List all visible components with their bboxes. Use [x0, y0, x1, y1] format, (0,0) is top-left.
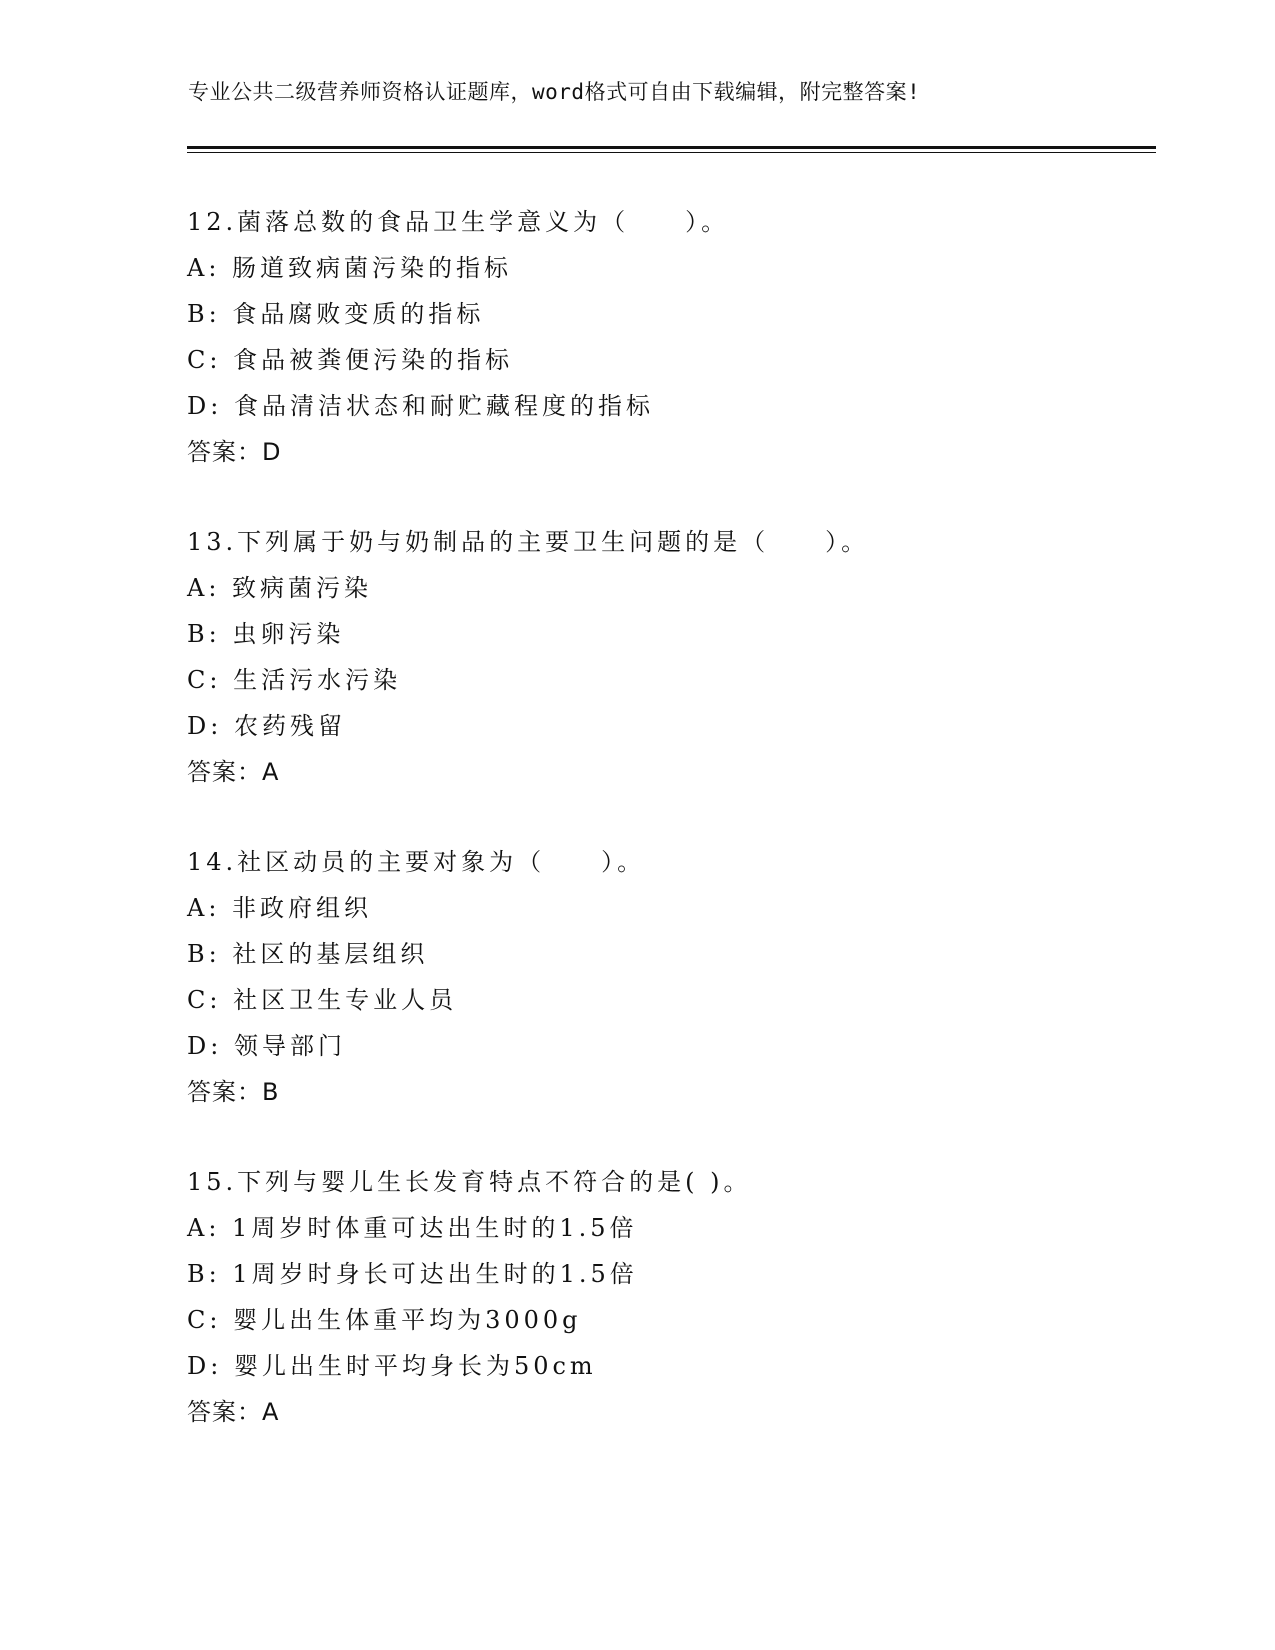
question-block — [187, 199, 1137, 475]
question-stem: 14.社区动员的主要对象为（ ）。 — [187, 848, 646, 876]
question-stem: 15.下列与婴儿生长发育特点不符合的是( )。 — [187, 1168, 752, 1196]
option-c: C: 婴儿出生体重平均为3000g — [187, 1306, 582, 1334]
option-a: A: 非政府组织 — [187, 894, 373, 922]
option-c: C: 食品被粪便污染的指标 — [187, 346, 514, 374]
option-c: C: 生活污水污染 — [187, 666, 402, 694]
option-d: D: 食品清洁状态和耐贮藏程度的指标 — [187, 392, 654, 420]
question-block — [187, 1159, 1137, 1435]
question-stem: 12.菌落总数的食品卫生学意义为（ ）。 — [187, 208, 730, 236]
answer-text: 答案：A — [187, 1398, 280, 1426]
question-block — [187, 519, 1137, 795]
option-b: B: 1周岁时身长可达出生时的1.5倍 — [187, 1260, 638, 1288]
option-a: A: 肠道致病菌污染的指标 — [187, 254, 513, 282]
question-stem: 13.下列属于奶与奶制品的主要卫生问题的是（ ）。 — [187, 528, 870, 556]
question-block — [187, 839, 1137, 1115]
option-a: A: 1周岁时体重可达出生时的1.5倍 — [187, 1214, 638, 1242]
option-b: B: 虫卵污染 — [187, 620, 345, 648]
option-d: D: 农药残留 — [187, 712, 346, 740]
option-d: D: 婴儿出生时平均身长为50cm — [187, 1352, 597, 1380]
option-b: B: 社区的基层组织 — [187, 940, 429, 968]
option-b: B: 食品腐败变质的指标 — [187, 300, 485, 328]
option-d: D: 领导部门 — [187, 1032, 346, 1060]
option-a: A: 致病菌污染 — [187, 574, 373, 602]
page-header-text: 专业公共二级营养师资格认证题库，word格式可自由下载编辑，附完整答案! — [188, 80, 921, 104]
answer-text: 答案：A — [187, 758, 280, 786]
header-divider — [187, 146, 1156, 153]
option-c: C: 社区卫生专业人员 — [187, 986, 458, 1014]
answer-text: 答案：B — [187, 1078, 280, 1106]
answer-text: 答案：D — [187, 438, 282, 466]
